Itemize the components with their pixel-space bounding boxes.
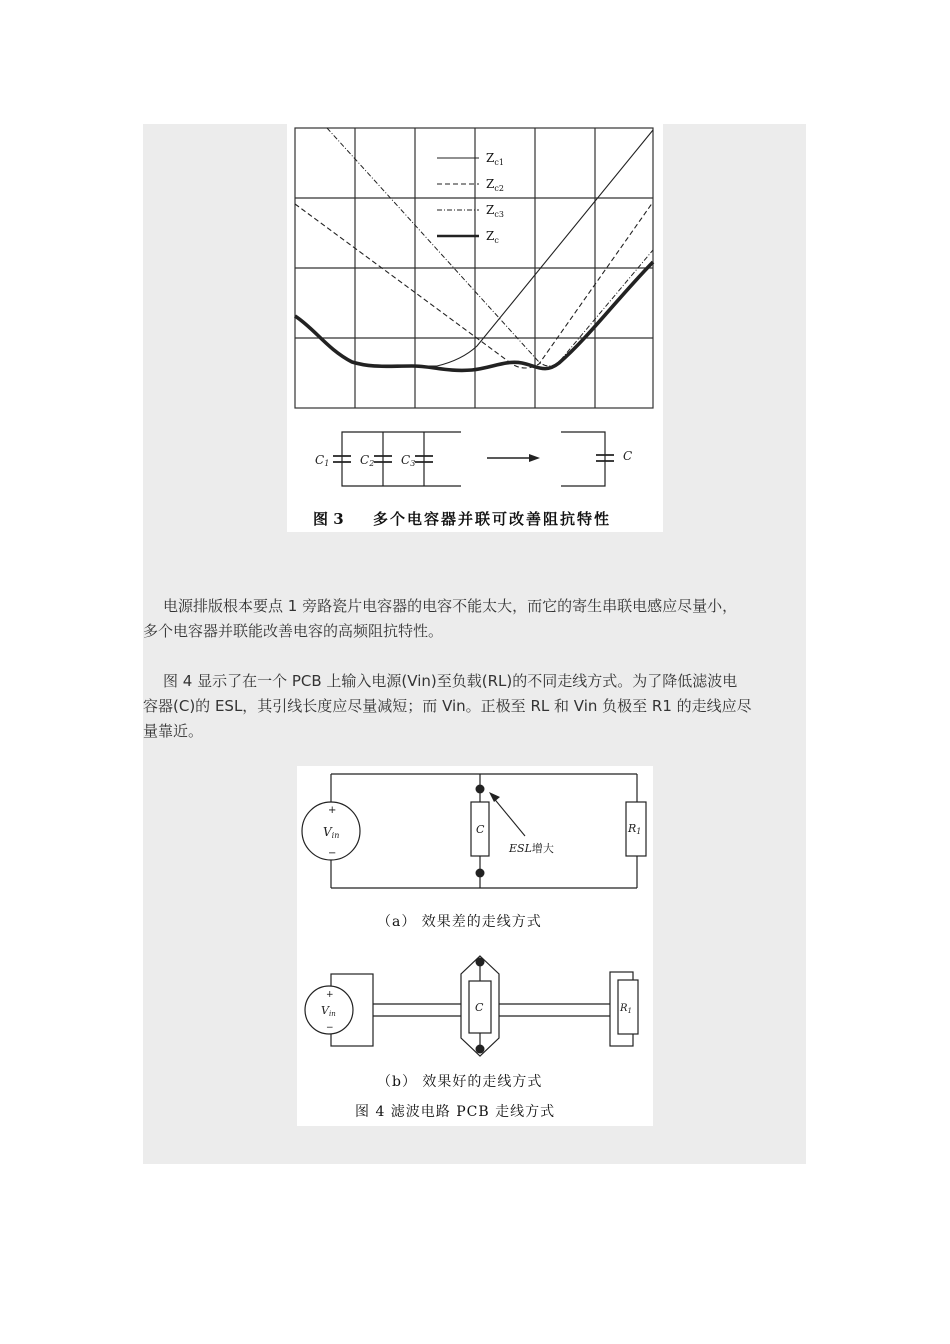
- resistor-label-a: R1: [628, 822, 642, 836]
- parallel-capacitors-circuit: [333, 432, 461, 486]
- esl-label: ESL增大: [509, 842, 554, 855]
- svg-text:−: −: [328, 848, 337, 859]
- caption-b: （b） 效果好的走线方式: [377, 1074, 543, 1090]
- svg-text:Zc2: $Z_{c2}$: [486, 177, 504, 193]
- svg-text:C: C: [476, 823, 485, 836]
- svg-text:C1: C1: [315, 453, 330, 468]
- svg-text:C3: C3: [401, 453, 416, 468]
- svg-text:Zc1: $Z_{c1}$: [486, 151, 504, 167]
- svg-text:C: C: [475, 1001, 484, 1014]
- curve-zc2: [295, 202, 653, 368]
- impedance-plot-grid: [295, 128, 653, 408]
- caption-a: （a） 效果差的走线方式: [377, 914, 542, 930]
- equivalent-capacitor-circuit: [561, 432, 614, 486]
- paragraph-bypass-capacitor: [143, 594, 806, 644]
- svg-text:+: +: [326, 990, 334, 1000]
- svg-text:+: +: [328, 805, 337, 816]
- svg-text:Zc: $Z_c$: [486, 229, 499, 245]
- paragraph-line: 多个电容器并联能改善电容的高频阻抗特性。: [143, 622, 444, 640]
- vin-label-a: Vin: [323, 825, 340, 840]
- paragraph-line: 图 4 显示了在一个 PCB 上输入电源(Vin)至负载(RL)的不同走线方式。为了降低滤波电: [163, 672, 738, 690]
- resistor-label-b: $R_1$: [620, 1003, 632, 1015]
- svg-text:−: −: [326, 1023, 334, 1033]
- node-dot: [476, 958, 485, 967]
- capacitor-labels: [315, 453, 415, 468]
- vin-label-b: Vin: [321, 1004, 336, 1018]
- paragraph-line: 容器(C)的 ESL，其引线长度应尽量减短；而 Vin。正极至 RL 和 Vin 负极至 R1 的走线应尽: [143, 697, 752, 715]
- figure-3-number: 图 3: [313, 510, 344, 528]
- figure-3: [287, 124, 663, 532]
- figure-4-graphic: [297, 766, 653, 1126]
- figure-3-caption: 多个电容器并联可改善阻抗特性: [373, 510, 612, 528]
- paragraph-pcb-routing: [143, 669, 806, 744]
- esl-arrow: [489, 792, 525, 836]
- node-dot: [476, 785, 485, 794]
- equivalent-capacitor-label: C: [623, 449, 633, 463]
- figure-4: [297, 766, 653, 1126]
- node-dot: [476, 869, 485, 878]
- equivalence-arrow: [487, 454, 540, 462]
- node-dot: [476, 1045, 485, 1054]
- svg-text:Zc3: $Z_{c3}$: [486, 203, 504, 219]
- paragraph-line: 电源排版根本要点 1 旁路瓷片电容器的电容不能太大，而它的寄生串联电感应尽量小，: [163, 597, 738, 615]
- svg-text:C2: C2: [360, 453, 375, 468]
- curve-zc1: [407, 130, 653, 366]
- paragraph-line: 量靠近。: [143, 722, 204, 740]
- figure-3-graphic: [287, 124, 663, 532]
- figure-4-caption: 图 4 滤波电路 PCB 走线方式: [355, 1104, 556, 1120]
